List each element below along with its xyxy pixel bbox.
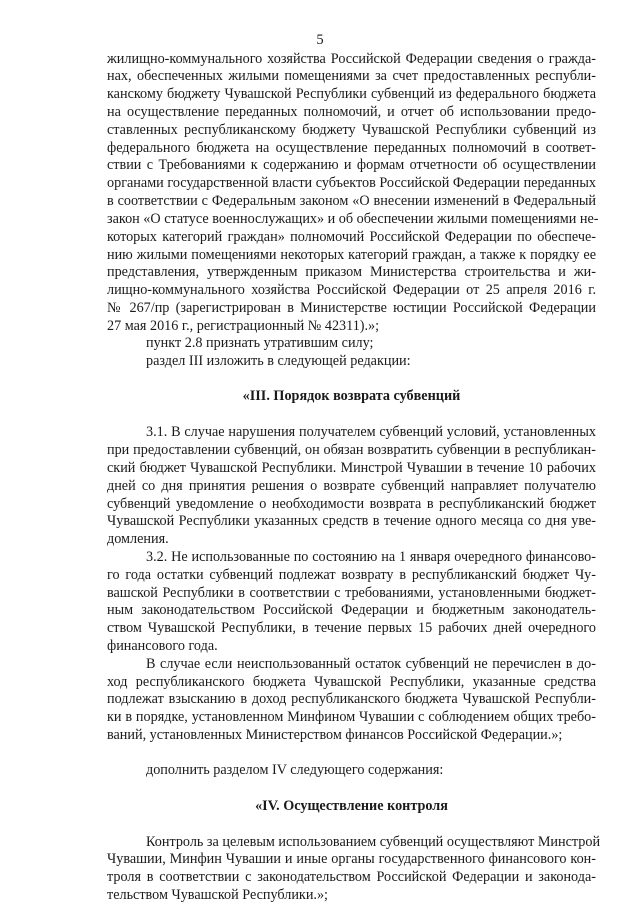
text-line: которых категорий граждан» полномочий Российской Федерации по обеспече- <box>107 229 596 245</box>
text-line: В случае если неиспользованный остаток субвенций не перечислен в до- <box>146 656 596 672</box>
section-heading: «IV. Осуществление контроля <box>255 798 448 814</box>
text-line: субвенций уведомление о необходимости возврата в республиканский бюджет <box>107 496 596 512</box>
text-line: тельством Чувашской Республики.»; <box>107 887 328 903</box>
text-line: дней со дня принятия решения о возврате субвенций направляет получателю <box>107 478 596 494</box>
text-line: закон «О статусе военнослужащих» и об обеспечении жилыми помещениями не- <box>107 211 599 227</box>
text-line: подлежат взысканию в доход республиканского бюджета Чувашской Республи- <box>107 691 596 707</box>
text-line: ваний, установленных Министерством финансов Российской Федерации.»; <box>107 727 563 743</box>
text-line: канскому бюджету Чувашской Республики субвенций из федерального бюджета <box>107 86 596 102</box>
text-line: дополнить разделом IV следующего содержания: <box>146 762 444 778</box>
text-line: при предоставлении субвенций, он обязан возвратить субвенции в республикан- <box>107 442 596 458</box>
text-line: нию жилыми помещениями некоторых категорий граждан, а также к порядку ее <box>107 247 596 263</box>
text-line: федерального бюджета на осуществление переданных полномочий в соответ- <box>107 140 596 156</box>
text-line: раздел III изложить в следующей редакции: <box>146 353 411 369</box>
page-number: 5 <box>316 32 324 48</box>
section-heading: «III. Порядок возврата субвенций <box>242 388 461 404</box>
text-line: троля в соответствии с законодательством Российской Федерации и законода- <box>107 869 596 885</box>
text-line: 3.1. В случае нарушения получателем субвенций условий, установленных <box>146 424 596 440</box>
text-line: жилищно-коммунального хозяйства Российской Федерации сведения о гражда- <box>107 51 596 67</box>
text-line: ствии с Требованиями к содержанию и формам отчетности об осуществлении <box>107 157 596 173</box>
text-line: ский бюджет Чувашской Республики. Минстрой Чувашии в течение 10 рабочих <box>107 460 596 476</box>
text-line: Контроль за целевым использованием субвенций осуществляют Минстрой <box>146 834 601 850</box>
text-line: Чувашии, Минфин Чувашии и иные органы государственного финансового кон- <box>107 851 596 867</box>
text-line: ством Чувашской Республики, в течение первых 15 рабочих дней очередного <box>107 620 596 636</box>
text-line: на осуществление переданных полномочий, и отчет об использовании предо- <box>107 104 596 120</box>
text-line: нах, обеспеченных жилыми помещениями за счет предоставленных республи- <box>107 68 596 84</box>
text-line: 27 мая 2016 г., регистрационный № 42311).»; <box>107 318 380 334</box>
text-line: финансового года. <box>107 638 218 654</box>
text-line: ки в порядке, установленном Минфином Чувашии с соблюдением общих требо- <box>107 709 596 725</box>
text-line: 3.2. Не использованные по состоянию на 1 января очередного финансово- <box>146 549 596 565</box>
text-line: ным законодательством Российской Федерации и бюджетным законодатель- <box>107 602 596 618</box>
text-line: органами государственной власти субъектов Российской Федерации переданных <box>107 175 596 191</box>
text-line: лищно-коммунального хозяйства Российской Федерации от 25 апреля 2016 г. <box>107 282 596 298</box>
text-line: пункт 2.8 признать утратившим силу; <box>146 335 374 351</box>
text-line: в соответствии с Федеральным законом «О внесении изменений в Федеральный <box>107 193 596 209</box>
text-line: ход республиканского бюджета Чувашской Республики, указанные средства <box>107 674 596 690</box>
text-line: № 267/пр (зарегистрирован в Министерстве юстиции Российской Федерации <box>107 300 596 316</box>
text-line: домления. <box>107 531 169 547</box>
text-line: ставленных республиканскому бюджету Чувашской Республики субвенций из <box>107 122 596 138</box>
text-line: вашской Республики в соответствии с требованиями, установленными бюджет- <box>107 585 596 601</box>
text-line: го года остатки субвенций подлежат возврату в республиканский бюджет Чу- <box>107 567 596 583</box>
text-line: представления, утвержденным приказом Министерства строительства и жи- <box>107 264 596 280</box>
text-line: Чувашской Республики указанных средств в течение одного месяца со дня уве- <box>107 513 596 529</box>
